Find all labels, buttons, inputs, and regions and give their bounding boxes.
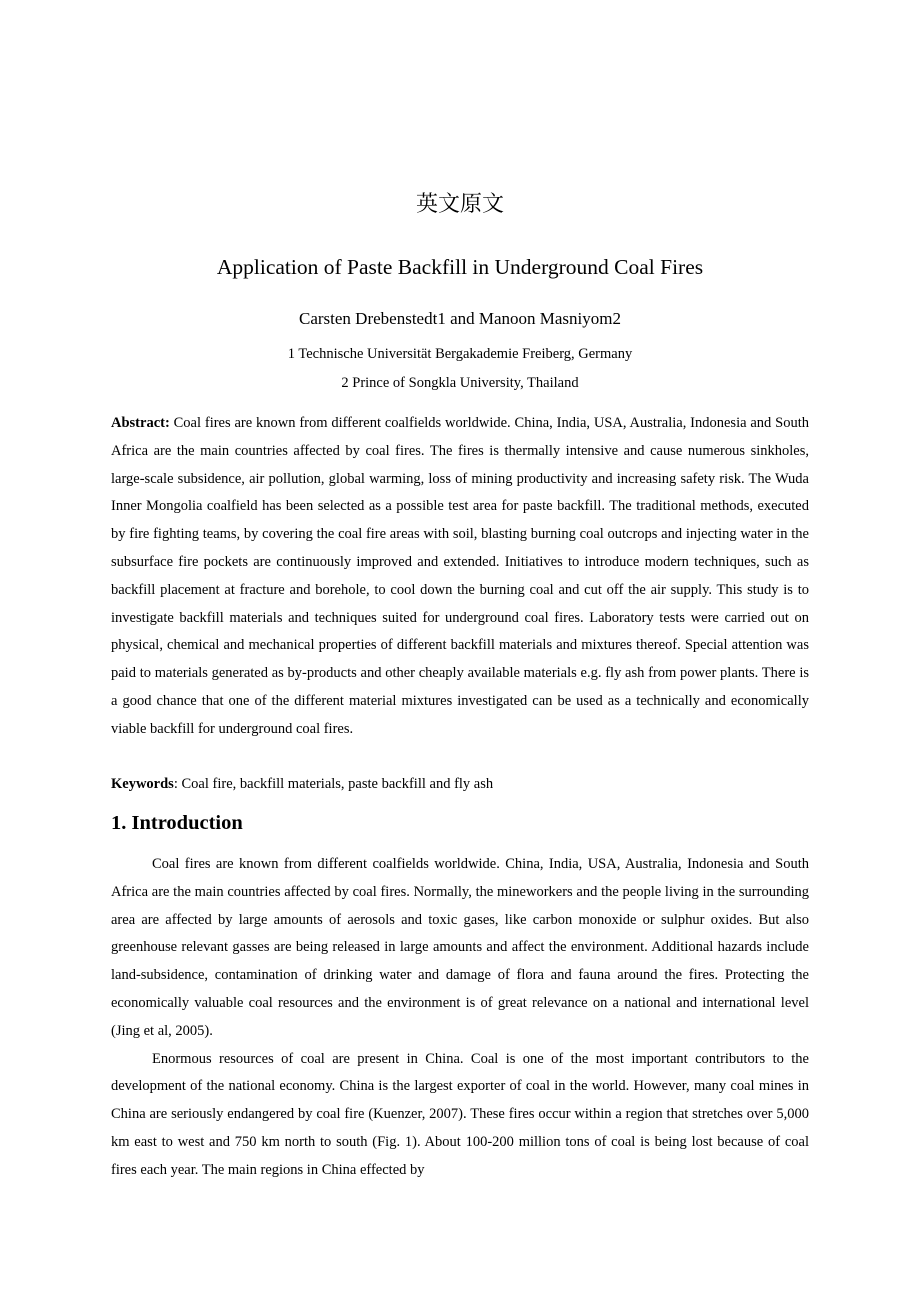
abstract-label: Abstract: [111,415,170,431]
affiliation-2: 2 Prince of Songkla University, Thailand [341,375,579,391]
keywords [111,771,809,799]
affiliation-1: 1 Technische Universität Bergakademie Freiberg, Germany [287,346,633,362]
authors: Carsten Drebenstedt1 and Manoon Masniyom2 [299,309,621,328]
keywords-label: Keywords [111,776,174,792]
paragraph: Coal fires are known from different coalfields worldwide. China, India, USA, Australia, Indonesia and South Africa are the main countries affected by coal fires. Normally, the mineworkers and the people living in the surrounding area are affected by large amounts of aerosols and toxic gases, like carbon monoxide or sulphur oxides. But also greenhouse relevant gasses are being released in large amounts and affect the environment. Additional hazards include land-subsidence, contamination of drinking water and damage of flora and fauna around the fires. Protecting the economically valuable coal resources and the environment is of great relevance on a national and international level (Jing et al, 2005). [111,856,809,1039]
paper-title: Application of Paste Backfill in Underground Coal Fires [216,255,704,279]
abstract-text: Coal fires are known from different coalfields worldwide. China, India, USA, Australia, Indonesia and South Africa are the main countries affected by coal fires. The fires is thermally intensive and cause numerous sinkholes, large-scale subsidence, air pollution, global warming, loss of mining productivity and increasing safety risk. The Wuda Inner Mongolia coalfield has been selected as a possible test area for paste backfill. The traditional methods, executed by fire fighting teams, by covering the coal fire areas with soil, blasting burning coal outcrops and injecting water in the subsurface fire pockets are continuously improved and extended. Initiatives to introduce modern techniques, such as backfill placement at fracture and borehole, to cool down the burning coal and cut off the air supply. This study is to investigate backfill materials and techniques suited for underground coal fires. Laboratory tests were carried out on physical, chemical and mechanical properties of different backfill materials and mixtures thereof. Special attention was paid to materials generated as by-products and other cheaply available materials e.g. fly ash from power plants. There is a good chance that one of the different material mixtures investigated can be used as a technically and economically viable backfill for underground coal fires. [111,415,809,737]
section-heading: 1. Introduction [111,812,243,834]
abstract [111,410,809,744]
section-body [111,851,809,1185]
chinese-heading: 英文原文 [415,192,504,217]
paragraph: Enormous resources of coal are present in China. Coal is one of the most important contributors to the development of the national economy. China is the largest exporter of coal in the world. However, many coal mines in China are seriously endangered by coal fire (Kuenzer, 2007). These fires occur within a region that stretches over 5,000 km east to west and 750 km north to south (Fig. 1). About 100-200 million tons of coal is being lost because of coal fires each year. The main regions in China effected by [111,1050,809,1178]
keywords-text: : Coal fire, backfill materials, paste backfill and fly ash [173,776,494,792]
